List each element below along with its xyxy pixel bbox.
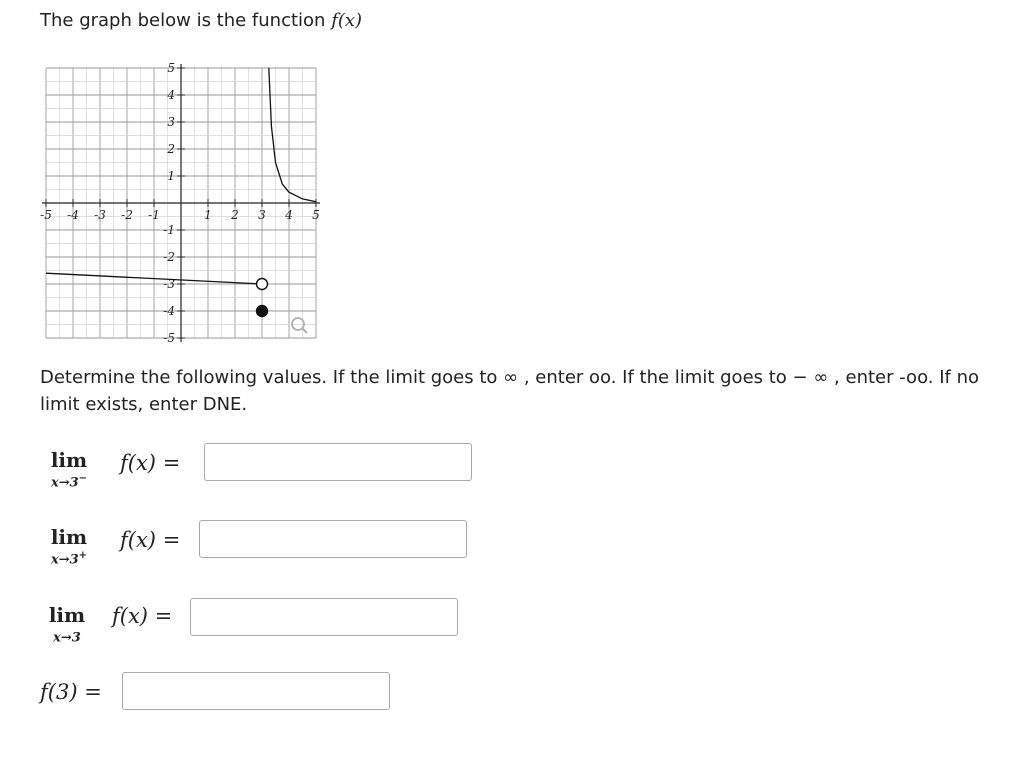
closed-point [257, 306, 268, 317]
y-tick-label: -4 [163, 304, 175, 318]
axes [42, 64, 320, 342]
limit-operator: lim x→3 [48, 603, 86, 646]
y-tick-label: 4 [167, 88, 175, 102]
x-tick-label: 4 [285, 208, 293, 222]
limit-expression: f(x) = [120, 451, 181, 475]
x-tick-label: -4 [67, 208, 79, 222]
limit-expression: f(x) = [112, 604, 173, 628]
y-tick-label: 1 [167, 169, 175, 183]
limit-operator: lim x→3− [50, 448, 88, 491]
function-value-answer-input[interactable] [122, 672, 390, 710]
prompt-function: f(x) [331, 10, 363, 31]
x-tick-label: -3 [94, 208, 106, 222]
y-tick-label: -3 [163, 277, 175, 291]
instructions: Determine the following values. If the limit goes to ∞ , enter oo. If the limit goes to − ∞ , enter -oo. If no limit exists, enter DNE. [40, 367, 979, 415]
right-limit-answer-input[interactable] [199, 520, 467, 558]
open-point [257, 279, 268, 290]
y-tick-label: -1 [163, 223, 175, 237]
function-graph [38, 60, 328, 350]
x-tick-label: 5 [312, 208, 320, 222]
problem-prompt [40, 10, 362, 31]
y-tick-label: 2 [167, 142, 175, 156]
function-value-expression: f(3) = [40, 680, 102, 704]
x-tick-label: -1 [148, 208, 160, 222]
x-tick-label: -2 [121, 208, 133, 222]
y-tick-label: 3 [167, 115, 175, 129]
limit-expression: f(x) = [120, 528, 181, 552]
x-tick-label: -5 [40, 208, 52, 222]
y-tick-label: -2 [163, 250, 175, 264]
prompt-text: The graph below is the function [40, 10, 326, 31]
zoom-magnifier-icon[interactable] [292, 318, 307, 333]
x-tick-label: 1 [204, 208, 212, 222]
y-tick-label: -5 [163, 331, 175, 345]
x-tick-label: 2 [231, 208, 239, 222]
limit-operator: lim x→3+ [50, 525, 88, 568]
two-sided-limit-answer-input[interactable] [190, 598, 458, 636]
left-limit-answer-input[interactable] [204, 443, 472, 481]
y-tick-label: 5 [167, 61, 175, 75]
right-curve-piece [269, 68, 316, 202]
x-tick-label: 3 [258, 208, 266, 222]
